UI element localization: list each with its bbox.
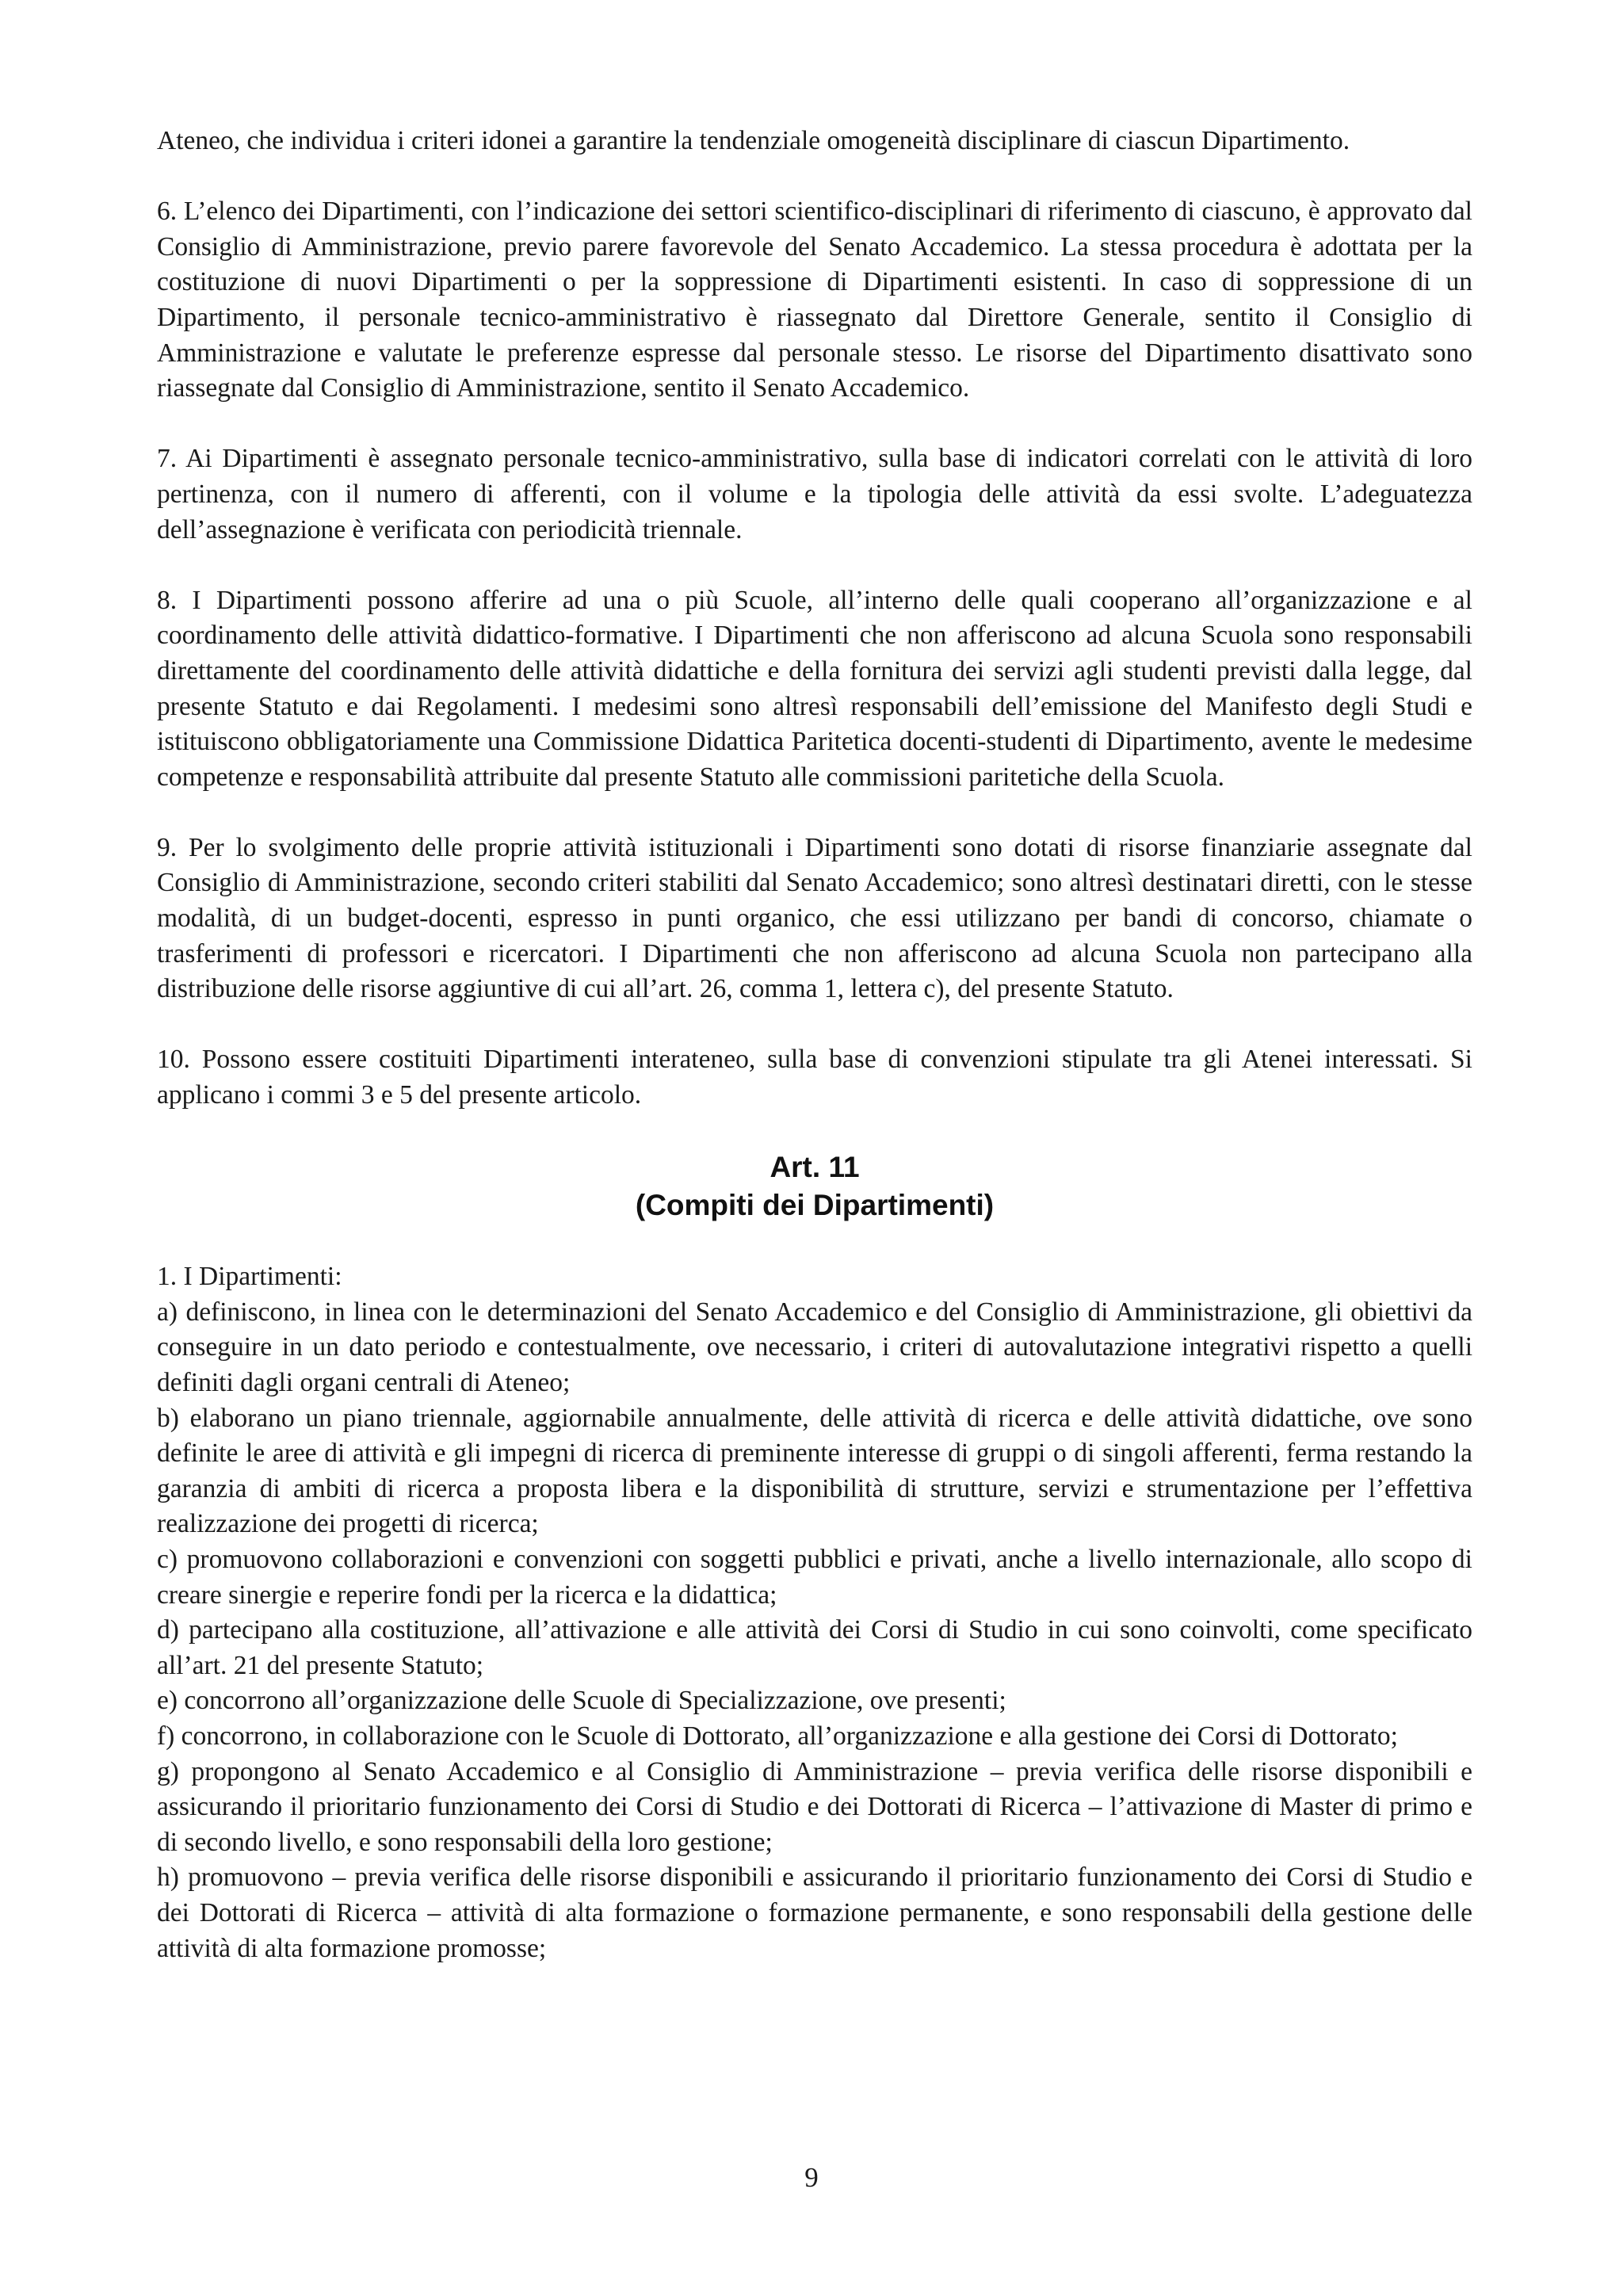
article-heading <box>157 1148 1472 1224</box>
document-page <box>157 124 1472 1966</box>
paragraph-continuation: Ateneo, che individua i criteri idonei a garantire la tendenziale omogeneità disciplinare di ciascun Dipartimento. <box>157 126 1350 155</box>
list-item-c: c) promuovono collaborazioni e convenzioni con soggetti pubblici e privati, anche a livello internazionale, allo scopo di creare sinergie e reperire fondi per la ricerca e la didattica; <box>157 1544 1472 1610</box>
list-item-h: h) promuovono – previa verifica delle risorse disponibili e assicurando il prioritario funzionamento dei Corsi di Studio e dei Dottorati di Ricerca – attività di alta formazione o formazione permanente, e sono responsabili della gestione delle attività di alta formazione promosse; <box>157 1862 1472 1963</box>
list-item-f: f) concorrono, in collaborazione con le Scuole di Dottorato, all’organizzazione e alla gestione dei Corsi di Dottorato; <box>157 1721 1398 1751</box>
list-item-e: e) concorrono all’organizzazione delle Scuole di Specializzazione, ove presenti; <box>157 1686 1006 1716</box>
page-number: 9 <box>804 2162 819 2193</box>
paragraph-6: 6. L’elenco dei Dipartimenti, con l’indicazione dei settori scientifico-disciplinari di riferimento di ciascuno, è approvato dal Consiglio di Amministrazione, previo parere favorevole del Senato Accademico. La stessa procedura è adottata per la costituzione di nuovi Dipartimenti o per la soppressione di Dipartimenti esistenti. In caso di soppressione di un Dipartimento, il personale tecnico-amministrativo è riassegnato dal Direttore Generale, sentito il Consiglio di Amministrazione e valutate le preferenze espresse dal personale stesso. Le risorse del Dipartimento disattivato sono riassegnate dal Consiglio di Amministrazione, sentito il Senato Accademico. <box>157 197 1472 403</box>
paragraph-9: 9. Per lo svolgimento delle proprie attività istituzionali i Dipartimenti sono dotati di risorse finanziarie assegnate dal Consiglio di Amministrazione, secondo criteri stabiliti dal Senato Accademico; sono altresì destinatari diretti, con le stesse modalità, di un budget-docenti, espresso in punti organico, che essi utilizzano per bandi di concorso, chiamate o trasferimenti di professori e ricercatori. I Dipartimenti che non afferiscono ad alcuna Scuola non partecipano alla distribuzione delle risorse aggiuntive di cui all’art. 26, comma 1, lettera c), del presente Statuto. <box>157 832 1472 1004</box>
list-item-a: a) definiscono, in linea con le determinazioni del Senato Accademico e del Consiglio di Amministrazione, gli obiettivi da conseguire in un dato periodo e contestualmente, ove necessario, i criteri di autovalutazione integrativi rispetto a quelli definiti dagli organi centrali di Ateneo; <box>157 1297 1472 1397</box>
list-item-d: d) partecipano alla costituzione, all’attivazione e alle attività dei Corsi di Studio in cui sono coinvolti, come specificato all’art. 21 del presente Statuto; <box>157 1615 1472 1680</box>
paragraph-8: 8. I Dipartimenti possono afferire ad una o più Scuole, all’interno delle quali cooperano all’organizzazione e al coordinamento delle attività didattico-formative. I Dipartimenti che non afferiscono ad alcuna Scuola sono responsabili direttamente del coordinamento delle attività didattiche e della fornitura dei servizi agli studenti previsti dalla legge, dal presente Statuto e dai Regolamenti. I medesimi sono altresì responsabili dell’emissione del Manifesto degli Studi e istituiscono obbligatoriamente una Commissione Didattica Paritetica docenti-studenti di Dipartimento, avente le medesime competenze e responsabilità attribuite dal presente Statuto alle commissioni paritetiche della Scuola. <box>157 585 1472 792</box>
list-intro: 1. I Dipartimenti: <box>157 1262 342 1292</box>
list-item-b: b) elaborano un piano triennale, aggiornabile annualmente, delle attività di ricerca e delle attività didattiche, ove sono definite le aree di attività e gli impegni di ricerca di preminente interesse di gruppi o di singoli afferenti, ferma restando la garanzia di ambiti di ricerca a proposta libera e la disponibilità di strutture, servizi e strumentazione per l’effettiva realizzazione dei progetti di ricerca; <box>157 1403 1472 1539</box>
paragraph-10: 10. Possono essere costituiti Dipartimenti interateneo, sulla base di convenzioni stipulate tra gli Atenei interessati. Si applicano i commi 3 e 5 del presente articolo. <box>157 1045 1472 1110</box>
paragraph-7: 7. Ai Dipartimenti è assegnato personale tecnico-amministrativo, sulla base di indicatori correlati con le attività di loro pertinenza, con il numero di afferenti, con il volume e la tipologia delle attività da essi svolte. L’adeguatezza dell’assegnazione è verificata con periodicità triennale. <box>157 444 1472 544</box>
article-number: Art. 11 <box>769 1151 860 1184</box>
list-item-g: g) propongono al Senato Accademico e al Consiglio di Amministrazione – previa verifica delle risorse disponibili e assicurando il prioritario funzionamento dei Corsi di Studio e dei Dottorati di Ricerca – l’attivazione di Master di primo e di secondo livello, e sono responsabili della loro gestione; <box>157 1756 1472 1857</box>
article-title: (Compiti dei Dipartimenti) <box>635 1189 995 1222</box>
